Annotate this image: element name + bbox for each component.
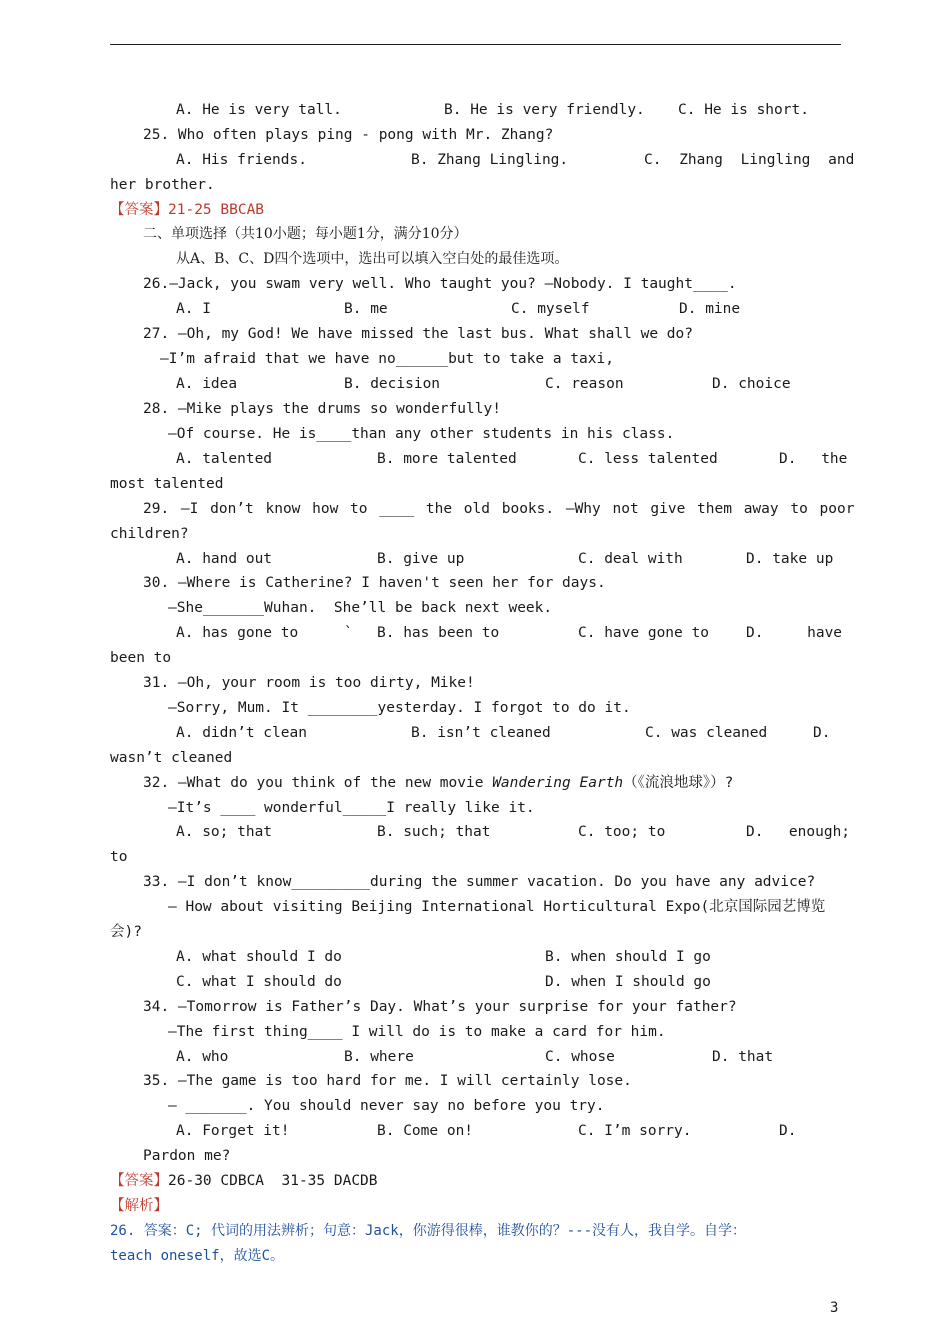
q24-option-a: A. He is very tall. [176,102,342,118]
q25-option-b: B. Zhang Lingling. [411,152,569,168]
q30-option-c: C. have gone to [578,625,709,641]
analysis-heading [110,1194,841,1219]
q31-option-d: D. [813,725,831,741]
q35-stem: 35. —The game is too hard for me. I will certainly lose. [143,1073,632,1089]
q32-option-b: B. such; that [377,824,491,840]
q29-option-a: A. hand out [176,551,273,567]
q33-option-a: A. what should I do [176,949,342,965]
q32-line2: —It’s ____ wonderful_____I really like it. [168,800,535,816]
q29-option-d: D. take up [746,551,834,567]
q35-options [176,1119,841,1144]
q35-option-a: A. Forget it! [176,1123,290,1139]
q31-option-d-cont: wasn’t cleaned [110,750,233,766]
answer-26-35 [110,1169,841,1194]
q25-stem: 25. Who often plays ping - pong with Mr. Zhang? [143,127,554,143]
q34-options [176,1045,841,1070]
q32-options [176,820,851,845]
q32-option-a: A. so; that [176,824,273,840]
q32-option-d: D. enough; [746,824,851,840]
q30-option-d-cont: been to [110,650,172,666]
q28-stem: 28. —Mike plays the drums so wonderfully! [143,401,501,417]
q26-stem: 26.—Jack, you swam very well. Who taught you? —Nobody. I taught____. [143,276,737,292]
q28-options [176,447,848,472]
q24-option-c: C. He is short. [678,102,809,118]
q28-line2: —Of course. He is____than any other students in his class. [168,426,675,442]
q32-stem [143,771,841,796]
q30-option-d: D. have [746,625,843,641]
q35-line2: — _______. You should never say no before you try. [168,1098,605,1114]
q28-option-d: D. the [779,451,848,467]
q34-option-b: B. where [344,1049,414,1065]
q33-line2: — How about visiting Beijing International Horticultural Expo(北京国际园艺博览 [168,899,826,915]
header-rule [110,44,841,45]
q33-stem: 33. —I don’t know_________during the summer vacation. Do you have any advice? [143,874,816,890]
q29-option-c: C. deal with [578,551,683,567]
q24-option-b: B. He is very friendly. [444,102,645,118]
q26-option-d: D. mine [679,301,741,317]
q25-options [176,148,855,173]
q25-option-a: A. His friends. [176,152,307,168]
q26-option-a: A. I [176,301,211,317]
q31-line2: —Sorry, Mum. It ________yesterday. I forgot to do it. [168,700,631,716]
q29-stem: 29. —I don’t know how to ____ the old books. —Why not give them away to poor [143,501,855,517]
q29-options [176,547,841,572]
q32-movie-title: Wandering Earth [492,775,624,791]
q26-options [176,297,841,322]
q30-stem: 30. —Where is Catherine? I haven't seen her for days. [143,575,606,591]
q32-stem-post: （《流浪地球》）? [623,775,734,791]
q28-option-b: B. more talented [377,451,517,467]
q33-line2-cont: 会)? [110,924,142,940]
answer-tag: 【答案】 [110,202,168,218]
answer-tag-2: 【答案】 [110,1173,168,1189]
q27-option-a: A. idea [176,376,238,392]
q27-option-b: B. decision [344,376,441,392]
q34-option-a: A. who [176,1049,229,1065]
q28-option-d-cont: most talented [110,476,224,492]
q33-option-b: B. when should I go [545,949,711,965]
q31-option-a: A. didn’t clean [176,725,307,741]
q27-stem: 27. —Oh, my God! We have missed the last bus. What shall we do? [143,326,693,342]
q35-option-d: D. [779,1123,797,1139]
q25-option-c-cont: her brother. [110,177,215,193]
q34-line2: —The first thing____ I will do is to make a card for him. [168,1024,666,1040]
q26-option-b: B. me [344,301,388,317]
q28-option-c: C. less talented [578,451,718,467]
q33-options-row2 [176,970,841,995]
q25-option-c: C. Zhang Lingling and [644,152,855,168]
q27-line2: —I’m afraid that we have no______but to take a taxi, [160,351,614,367]
q27-option-c: C. reason [545,376,624,392]
section-instruction: 从A、B、C、D四个选项中，选出可以填入空白处的最佳选项。 [176,251,569,267]
section-title: 二、单项选择（共10小题；每小题1分，满分10分） [143,226,468,242]
answer-text: 21-25 BBCAB [168,202,265,218]
q31-stem: 31. —Oh, your room is too dirty, Mike! [143,675,475,691]
q32-option-c: C. too; to [578,824,666,840]
page-number: 3 [830,1300,839,1316]
q27-options [176,372,841,397]
q30-line2: —She_______Wuhan. She’ll be back next week. [168,600,553,616]
q35-option-d-cont: Pardon me? [143,1148,231,1164]
q29-stem-cont: children? [110,526,189,542]
q30-option-a: A. has gone to [176,625,299,641]
answer-text-2: 26-30 CDBCA 31-35 DACDB [168,1173,378,1189]
analysis-tag: 【解析】 [110,1198,168,1214]
q35-option-b: B. Come on! [377,1123,474,1139]
q30-stray-tick: ` [344,625,353,641]
q35-option-c: C. I’m sorry. [578,1123,692,1139]
q31-option-b: B. isn’t cleaned [411,725,551,741]
q28-option-a: A. talented [176,451,273,467]
q24-options [176,98,841,123]
q26-option-c: C. myself [511,301,590,317]
q30-options [176,621,841,646]
q33-option-d: D. when I should go [545,974,711,990]
q33-option-c: C. what I should do [176,974,342,990]
q30-option-b: B. has been to [377,625,500,641]
q32-option-d-cont: to [110,849,128,865]
answer-21-25 [110,198,841,223]
analysis-q26-line1: 26. 答案：C; 代词的用法辨析；句意：Jack，你游得很棒，谁教你的？---没有人，我自学。自学： [110,1223,746,1239]
q31-options [176,721,841,746]
q29-option-b: B. give up [377,551,465,567]
q34-stem: 34. —Tomorrow is Father’s Day. What’s your surprise for your father? [143,999,737,1015]
q34-option-c: C. whose [545,1049,615,1065]
q34-option-d: D. that [712,1049,774,1065]
q33-options-row1 [176,945,841,970]
q32-stem-pre: 32. —What do you think of the new movie [143,775,493,791]
q31-option-c: C. was cleaned [645,725,768,741]
q27-option-d: D. choice [712,376,791,392]
analysis-q26-line2: teach oneself，故选C。 [110,1248,285,1264]
